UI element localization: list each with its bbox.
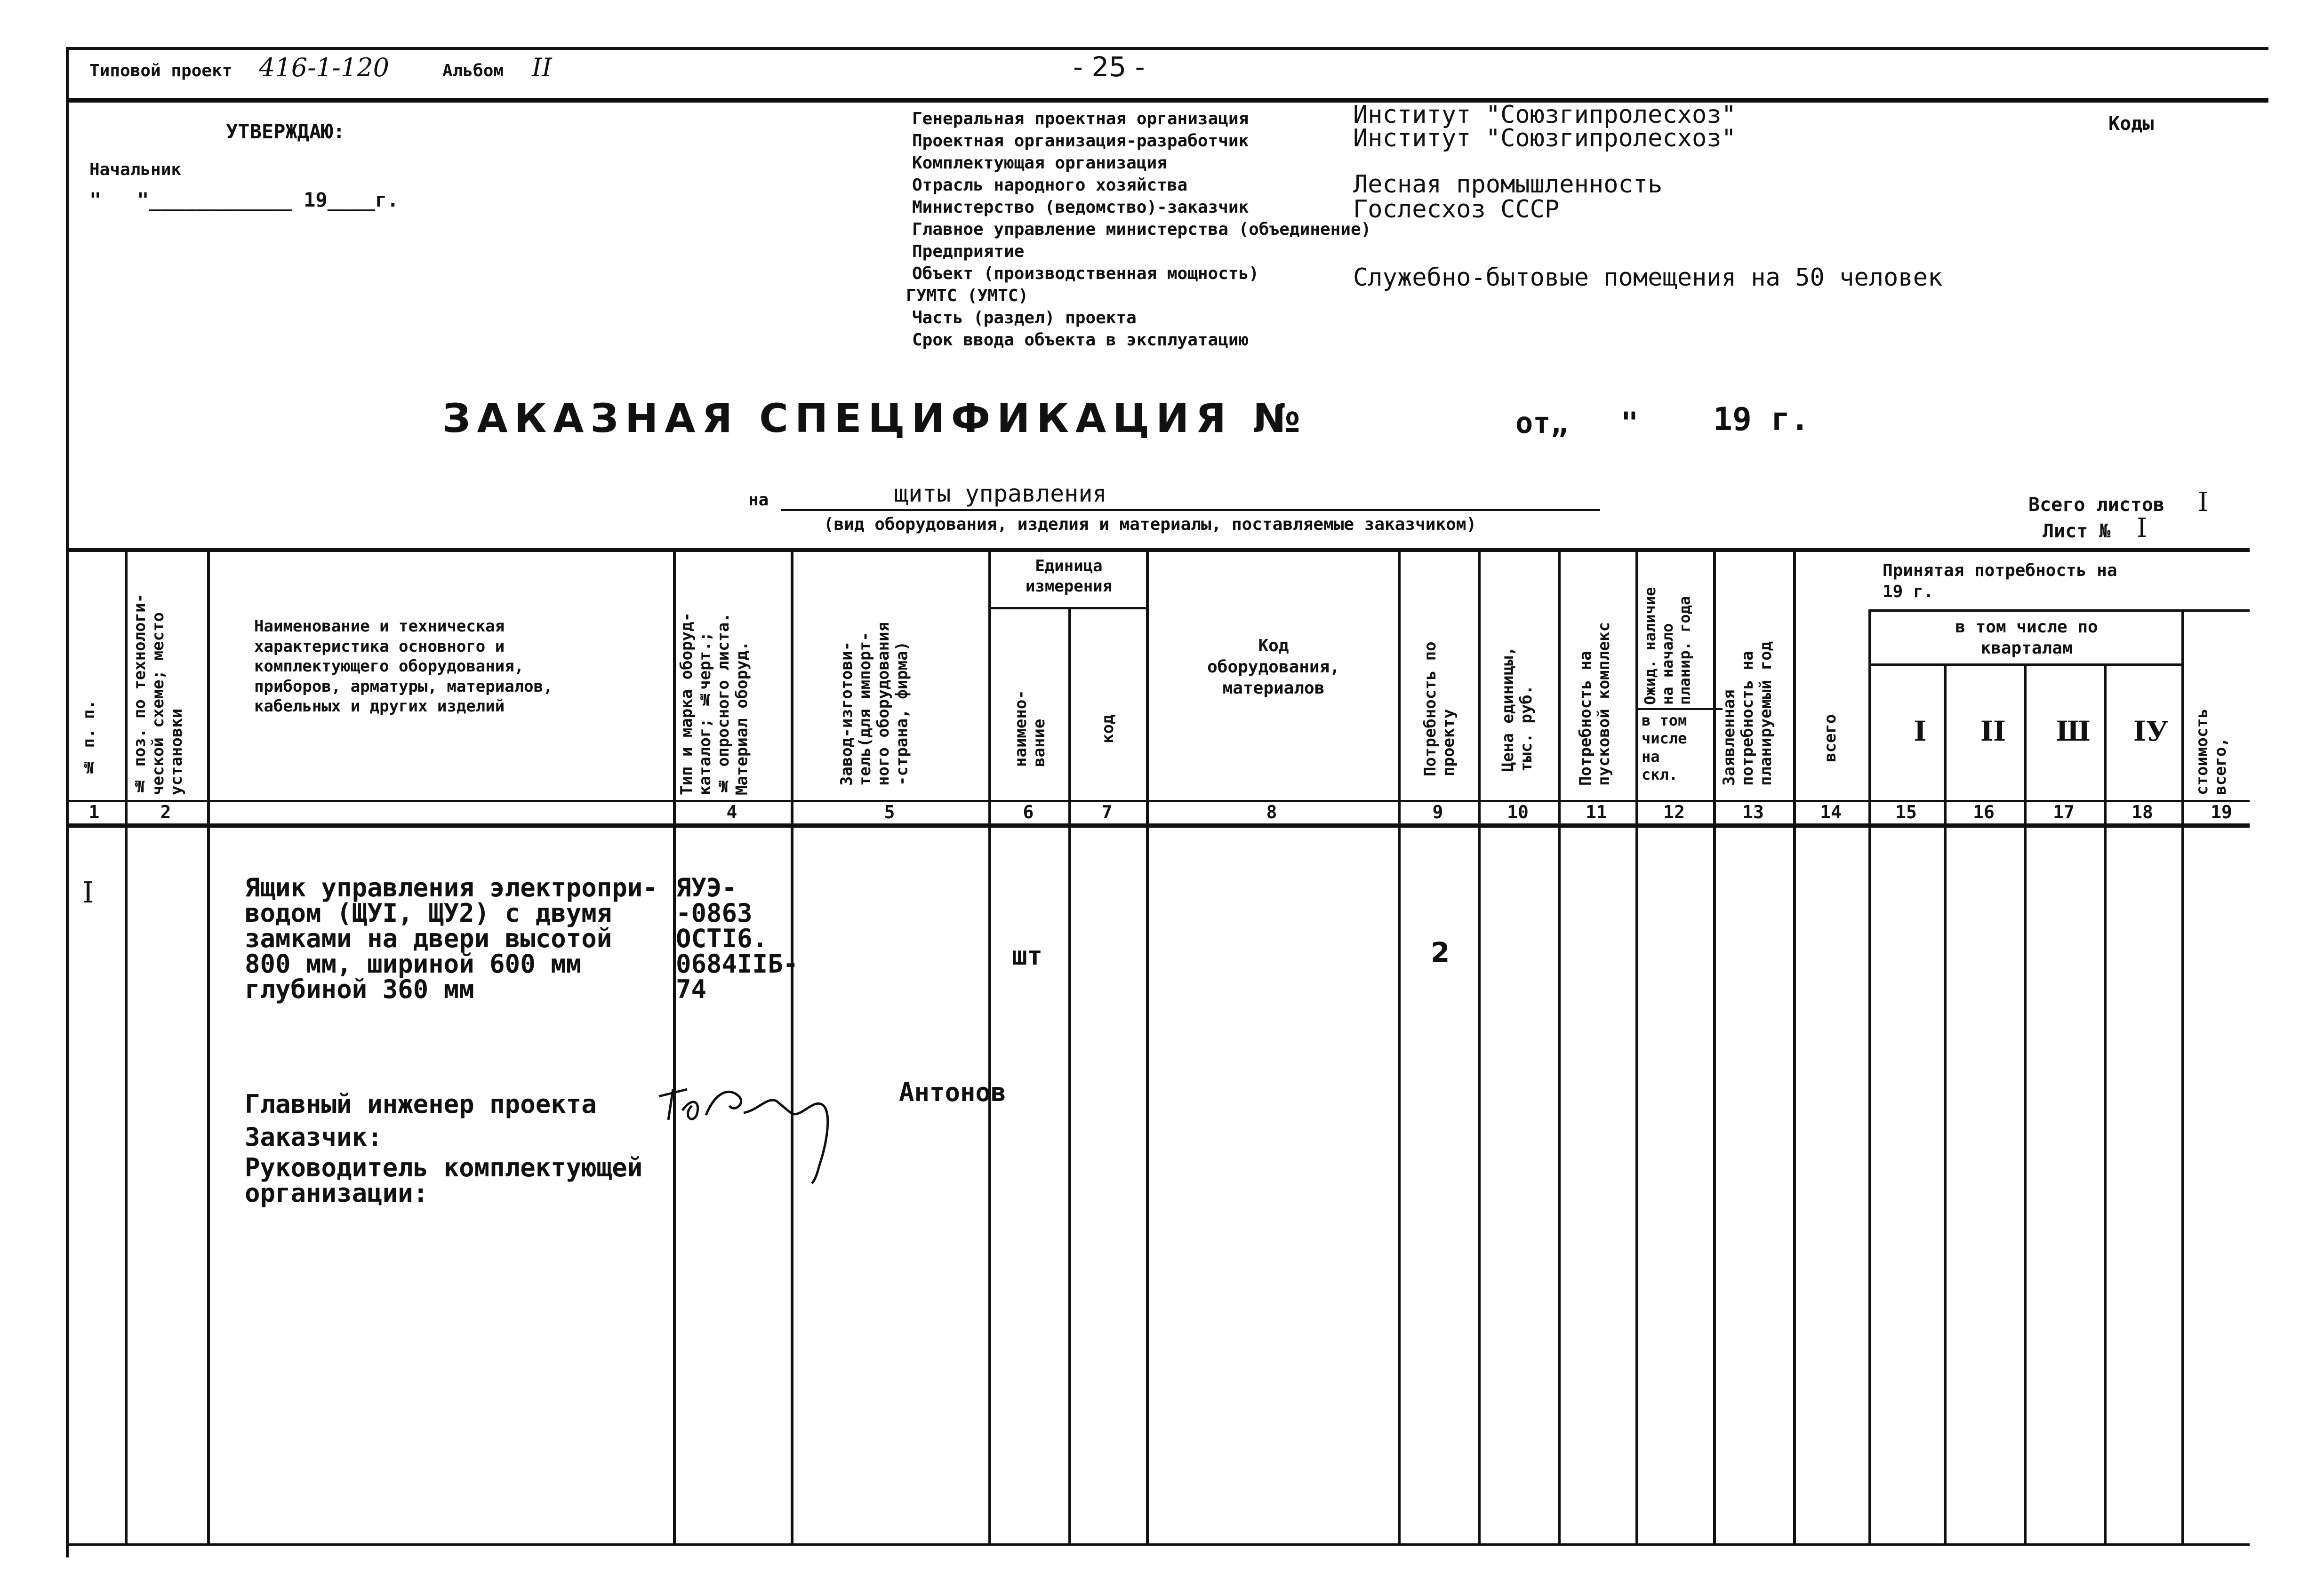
sheets-total-label: Всего листов — [2028, 494, 2164, 516]
chief-engineer-label: Главный инженер проекта — [245, 1089, 597, 1119]
col-divider — [2181, 609, 2184, 1546]
chief-engineer-name: Антонов — [899, 1078, 1006, 1107]
col-divider — [1068, 607, 1071, 1546]
org-value: Лесная промышленность — [1353, 170, 1663, 199]
col-divider — [207, 548, 210, 1546]
org-value: Гослесхоз СССР — [1353, 195, 1560, 224]
col-header-8: Код оборудования, материалов — [1207, 636, 1340, 698]
row-description: Ящик управления электропри- водом (ЩУI, ЩУ2) с двумя замками на двери высотой 800 мм, шириной 600 мм глубиной 360 мм — [245, 873, 658, 1004]
col-header-3: Наименование и техническая характеристика основного и комплектующего оборудования, приборов, арматуры, материалов, кабельных и других изделий — [254, 617, 553, 716]
customer-label: Заказчик: — [245, 1122, 383, 1152]
subject-value: щиты управления — [894, 480, 1107, 507]
col-divider — [1944, 663, 1947, 1546]
col-header-q3: Ш — [2056, 715, 2091, 747]
col-divider — [988, 548, 991, 1546]
approval-position: Начальник — [89, 160, 182, 179]
accepted-group-rule — [1868, 609, 2250, 612]
column-number: 9 — [1432, 802, 1443, 822]
page-number: - 25 - — [1073, 51, 1145, 83]
sheets-total-value: I — [2198, 487, 2209, 518]
col-header-6: наимено- вание — [1011, 690, 1049, 767]
col-divider — [2104, 663, 2107, 1546]
row-number: I — [82, 875, 94, 910]
org-label: Проектная организация-разработчик — [912, 131, 1249, 151]
org-label: Часть (раздел) проекта — [912, 308, 1137, 327]
column-number: 18 — [2132, 802, 2153, 822]
column-number: 15 — [1895, 802, 1917, 822]
column-number: 4 — [726, 802, 737, 822]
col-divider — [125, 548, 128, 1546]
sheet-number-value: I — [2137, 513, 2148, 543]
org-label: Объект (производственная мощность) — [912, 264, 1259, 283]
col-divider — [2024, 663, 2027, 1546]
column-number: 10 — [1507, 802, 1529, 822]
supplier-head-label: Руководитель комплектующей организации: — [245, 1153, 643, 1208]
col-header-2: № поз. по технологи- ческой схеме; место установки — [130, 593, 186, 795]
column-number: 11 — [1586, 802, 1607, 822]
column-number: 14 — [1820, 802, 1842, 822]
column-number: 7 — [1101, 802, 1113, 822]
col-header-10: Цена единицы, тыс. руб. — [1499, 646, 1536, 772]
col-divider — [1558, 548, 1561, 1546]
col-divider — [1635, 548, 1638, 1546]
col-header-5: Завод-изготови- тель(для импорт- ного оборудования -страна, фирма) — [837, 622, 912, 786]
table-bottom-rule — [66, 1543, 2250, 1546]
org-value: Служебно-бытовые помещения на 50 человек — [1353, 263, 1943, 292]
left-border — [66, 47, 69, 1557]
column-numbers-rule — [66, 823, 2250, 828]
col-header-19: стоимость всего, — [2193, 708, 2230, 795]
sheet-number-label: Лист № — [2043, 520, 2111, 542]
col-header-q4: IУ — [2133, 715, 2169, 747]
col-header-q2: II — [1980, 715, 2006, 747]
album-number: II — [532, 53, 552, 82]
org-label: Предприятие — [912, 242, 1025, 261]
org-label: ГУМТС (УМТС) — [906, 286, 1029, 305]
column-number: 13 — [1742, 802, 1764, 822]
column-number: 2 — [160, 802, 171, 822]
col-divider — [1868, 609, 1871, 1546]
document-title: ЗАКАЗНАЯ СПЕЦИФИКАЦИЯ № — [442, 395, 1307, 441]
col-divider — [673, 548, 676, 1546]
col-header-4: Тип и марка оборуд- каталог; №черт.; № опросного листа. Материал оборуд. — [677, 612, 752, 795]
col-header-q1: I — [1914, 715, 1927, 747]
table-top-rule — [66, 548, 2250, 552]
org-label: Срок ввода объекта в эксплуатацию — [912, 330, 1249, 350]
org-value: Институт "Союзгипролесхоз" — [1353, 101, 1736, 129]
column-number: 19 — [2211, 802, 2232, 822]
col-header-quarters-group: в том числе по кварталам — [1955, 617, 2098, 658]
subject-caption: (вид оборудования, изделия и материалы, поставляемые заказчиком) — [824, 515, 1477, 534]
project-number: 416-1-120 — [259, 53, 389, 82]
col-divider — [1478, 548, 1481, 1546]
signature-graphic — [649, 1068, 913, 1190]
album-label: Альбом — [442, 61, 504, 80]
column-number: 5 — [884, 802, 895, 822]
col-header-12-bottom: в том числе на скл. — [1642, 711, 1687, 784]
org-label: Генеральная проектная организация — [912, 109, 1249, 128]
col-header-unit-group: Единица измерения — [1025, 557, 1113, 596]
col-header-12-top: Ожид. наличие на начало планир. года — [1641, 587, 1694, 705]
codes-label: Коды — [2108, 113, 2154, 135]
row-quantity: 2 — [1431, 936, 1450, 968]
header-separator — [66, 98, 2268, 103]
column-number: 17 — [2053, 802, 2075, 822]
col-header-accepted-group: Принятая потребность на 19 г. — [1883, 561, 2117, 601]
col-header-9: Потребность по проекту — [1421, 641, 1459, 776]
project-label: Типовой проект — [89, 61, 232, 80]
org-label: Комплектующая организация — [912, 153, 1167, 173]
title-year: 19 г. — [1713, 401, 1810, 438]
column-number: 1 — [88, 802, 100, 822]
approval-title: УТВЕРЖДАЮ: — [226, 120, 345, 143]
row-type: ЯУЭ- -0863 ОСТI6. 0684IIБ- 74 — [676, 873, 799, 1004]
org-value: Институт "Союзгипролесхоз" — [1353, 124, 1736, 152]
top-border — [66, 47, 2268, 50]
approval-date-line: " "____________ 19____г. — [89, 188, 399, 211]
col-divider — [1713, 548, 1716, 1546]
title-date-from: от„ " — [1515, 406, 1639, 440]
org-label: Главное управление министерства (объединение) — [912, 220, 1371, 239]
column-number: 8 — [1266, 802, 1277, 822]
column-number: 6 — [1023, 802, 1034, 822]
subject-prefix: на — [748, 490, 769, 510]
col-header-1: № п. п. — [80, 700, 98, 776]
col12-split-rule — [1638, 708, 1723, 710]
column-number: 12 — [1663, 802, 1685, 822]
row-unit: шт — [1012, 941, 1043, 971]
col-header-14: всего — [1821, 714, 1840, 762]
subject-underline — [781, 509, 1600, 511]
col-divider — [791, 548, 793, 1546]
col-header-7: код — [1098, 714, 1117, 743]
org-label: Отрасль народного хозяйства — [912, 176, 1188, 195]
col-header-13: Заявленная потребность на планируемый год — [1720, 641, 1776, 786]
col-header-11: Потребность на пусковой комплекс — [1576, 622, 1614, 786]
col-divider — [1793, 548, 1796, 1546]
org-label: Министерство (ведомство)-заказчик — [912, 198, 1249, 217]
column-number: 16 — [1973, 802, 1995, 822]
